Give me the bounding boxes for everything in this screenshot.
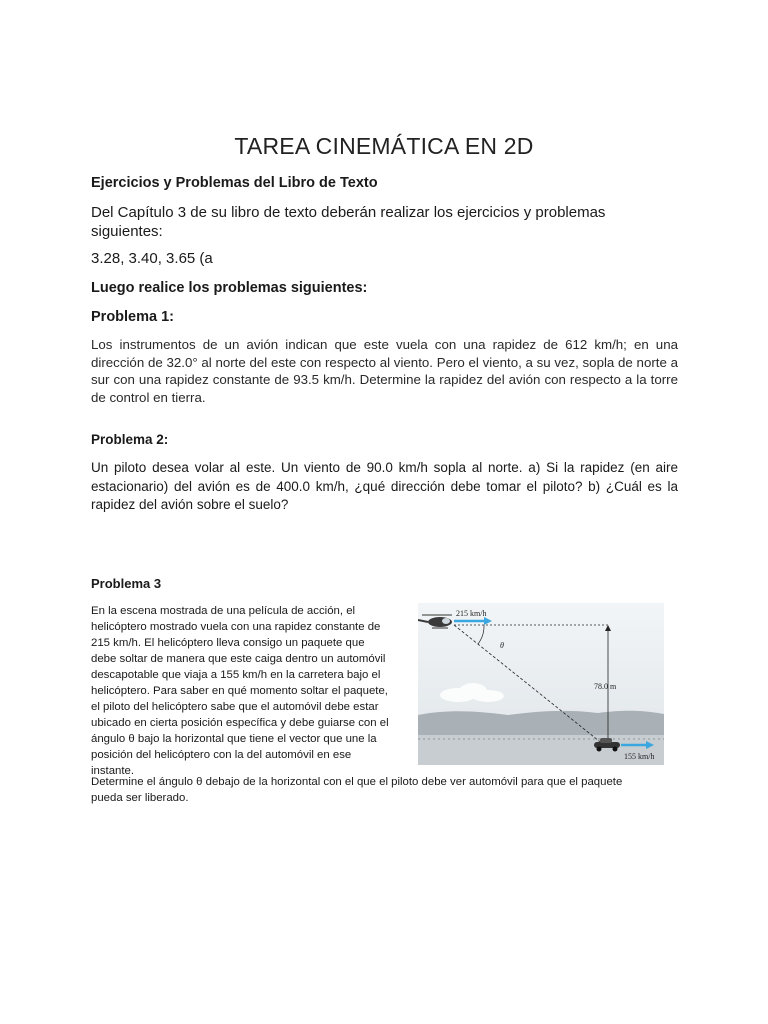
followup-heading: Luego realice los problemas siguientes: (91, 280, 368, 296)
problem2-heading: Problema 2: (91, 432, 169, 447)
problem1-text: Los instrumentos de un avión indican que este vuela con una rapidez de 612 km/h; en una dirección de 32.0° al norte del este con respecto al viento. Pero el viento, a su vez, sopla de norte a sur con una rapidez constante de 93.5 km/h. Determine la rapidez del avión con respecto a la torre de control en tierra. (91, 337, 678, 405)
intro-paragraph: Del Capítulo 3 de su libro de texto deberán realizar los ejercicios y problemas siguientes: (91, 204, 606, 240)
helicopter-car-figure (418, 603, 664, 765)
problem1-heading: Problema 1: (91, 309, 174, 325)
helicopter-speed-label: 215 km/h (456, 609, 487, 618)
car-speed-label: 155 km/h (624, 752, 655, 761)
section-heading: Ejercicios y Problemas del Libro de Texto (91, 175, 378, 191)
angle-label: θ (500, 641, 504, 650)
height-label: 78.0 m (594, 682, 617, 691)
problem3-heading: Problema 3 (91, 576, 162, 591)
problem3-text: En la escena mostrada de una película de acción, el helicóptero mostrado vuela con una rapidez constante de 215 km/h. El helicóptero lleva consigo un paquete que debe soltar de manera que este caiga dentro un automóvil descapotable que viaja a 155 km/h en la carretera bajo el helicóptero. Para saber en qué momento soltar el paquete, el piloto del helicóptero sabe que el automóvil debe estar ubicado en cierta posición específica y debe guiarse con el ángulo θ bajo la horizontal que tiene el vector que une la posición del helicóptero con la del automóvil en ese instante. (91, 605, 389, 777)
exercise-list: 3.28, 3.40, 3.65 (a (91, 250, 213, 267)
problem3-question: Determine el ángulo θ debajo de la horizontal con el que el piloto debe ver automóvil para que el paquete pueda ser liberado. (91, 776, 623, 804)
page-title: TAREA CINEMÁTICA EN 2D (234, 133, 534, 159)
problem2-text: Un piloto desea volar al este. Un viento de 90.0 km/h sopla al norte. a) Si la rapidez (en aire estacionario) del avión es de 400.0 km/h, ¿qué dirección debe tomar el piloto? b) ¿Cuál es la rapidez del avión sobre el suelo? (91, 460, 678, 512)
